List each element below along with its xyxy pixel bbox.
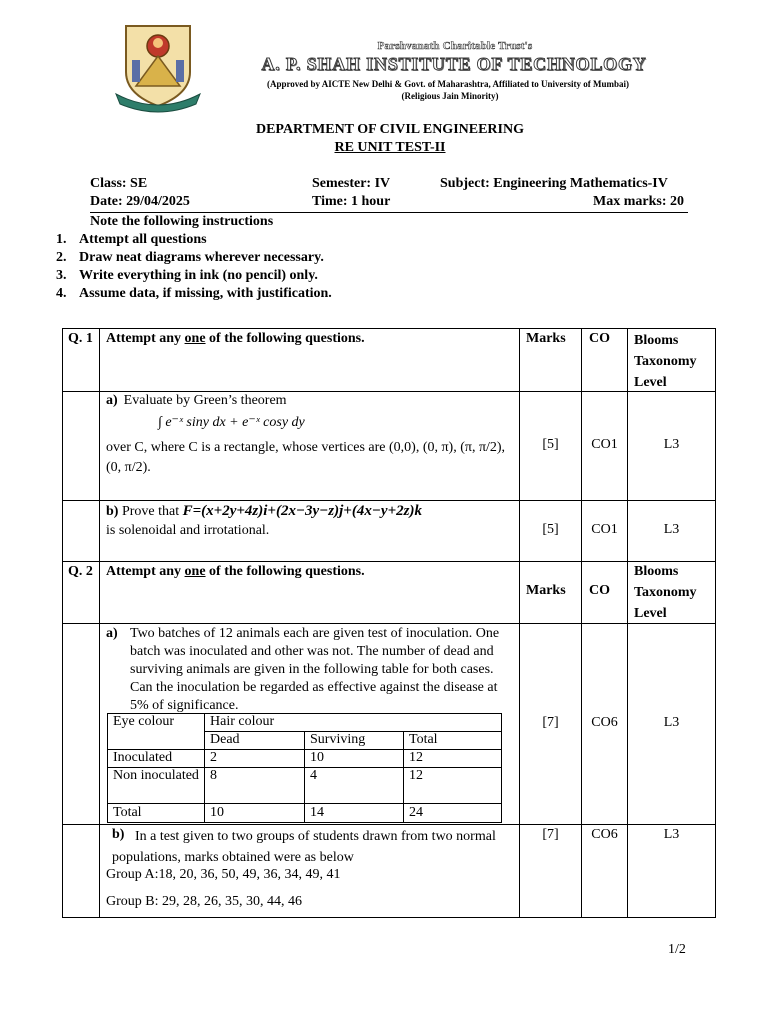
- q1a-text: a) Evaluate by Green’s theorem: [106, 393, 287, 408]
- instruction-item: 1. Attempt all questions: [56, 232, 207, 247]
- row-surviving: 4: [310, 768, 317, 783]
- semester-label: Semester: IV: [312, 176, 391, 191]
- q2b-co: CO6: [591, 827, 618, 842]
- q1b-text2: is solenoidal and irrotational.: [106, 523, 270, 538]
- instruction-item: 4. Assume data, if missing, with justification.: [56, 286, 332, 301]
- blooms-header-q2: Blooms Taxonomy Level: [634, 564, 697, 621]
- row-dead: 8: [210, 768, 217, 783]
- row-label: Inoculated: [113, 750, 173, 765]
- minority-line: (Religious Jain Minority): [401, 91, 499, 101]
- row-surviving: 14: [310, 805, 324, 820]
- q2b-text: In a test given to two groups of students drawn from two normal populations, marks obtained were as below: [112, 829, 496, 865]
- subject-label: Subject: Engineering Mathematics-IV: [440, 176, 668, 191]
- q1-instruction: Attempt any one of the following questions.: [106, 331, 365, 346]
- trust-name: Parshvanath Charitable Trust's: [377, 40, 533, 52]
- class-label: Class: SE: [90, 176, 148, 191]
- row-total: 24: [409, 805, 423, 820]
- dead-header: Dead: [210, 732, 240, 747]
- co-header-q2: CO: [589, 583, 610, 598]
- q2a-level: L3: [663, 715, 680, 730]
- institute-logo: [112, 20, 204, 116]
- row-label: Non inoculated: [113, 768, 199, 783]
- marks-header: Marks: [526, 331, 566, 346]
- department-title: DEPARTMENT OF CIVIL ENGINEERING: [255, 122, 524, 137]
- total-header: Total: [409, 732, 438, 747]
- q2-instruction: Attempt any one of the following questions.: [106, 564, 365, 579]
- group-b-marks: Group B: 29, 28, 26, 35, 30, 44, 46: [106, 894, 302, 909]
- row-dead: 10: [210, 805, 224, 820]
- q2a-text: Two batches of 12 animals each are given test of inoculation. One batch was inoculated and other was not. The number of dead and surviving animals are given in the following table for both cases. Can the inoculation be regarded as effective against the disease at 5% of significance.: [130, 626, 500, 713]
- page-number: 1/2: [668, 942, 686, 957]
- q1b-marks: [5]: [542, 522, 559, 537]
- row-total: 12: [409, 768, 423, 783]
- time-label: Time: 1 hour: [312, 194, 391, 209]
- info-divider: [90, 212, 688, 213]
- eye-colour-header: Eye colour: [113, 714, 175, 729]
- q2a-marks: [7]: [542, 715, 559, 730]
- group-a-marks: Group A:18, 20, 36, 50, 49, 36, 34, 49, 41: [106, 867, 341, 882]
- approval-line: (Approved by AICTE New Delhi & Govt. of Maharashtra, Affiliated to University of Mumbai): [266, 79, 630, 89]
- q2b-marks: [7]: [542, 827, 559, 842]
- q1-label: Q. 1: [68, 331, 93, 346]
- co-header: CO: [589, 331, 610, 346]
- q2a-co: CO6: [591, 715, 618, 730]
- q2b-level: L3: [663, 827, 680, 842]
- q2b-label: b): [112, 827, 125, 842]
- blooms-header: Blooms Taxonomy Level: [634, 333, 697, 390]
- q1b-level: L3: [663, 522, 680, 537]
- row-label: Total: [113, 805, 142, 820]
- q1a-co: CO1: [591, 437, 618, 452]
- institute-name: A. P. SHAH INSTITUTE OF TECHNOLOGY: [261, 54, 647, 74]
- max-marks-label: Max marks: 20: [593, 194, 684, 209]
- test-title: RE UNIT TEST-II: [334, 140, 446, 155]
- q1a-integral: ∫ e⁻ˣ siny dx + e⁻ˣ cosy dy: [158, 415, 305, 430]
- surviving-header: Surviving: [310, 732, 366, 747]
- instruction-item: 2. Draw neat diagrams wherever necessary.: [56, 250, 324, 265]
- hair-colour-header: Hair colour: [210, 714, 275, 729]
- instruction-item: 3. Write everything in ink (no pencil) only.: [56, 268, 318, 283]
- question-table: [62, 328, 716, 918]
- row-surviving: 10: [310, 750, 324, 765]
- q2-label: Q. 2: [68, 564, 93, 579]
- row-total: 12: [409, 750, 423, 765]
- q1a-level: L3: [663, 437, 680, 452]
- q1a-marks: [5]: [542, 437, 559, 452]
- inoculation-table: [107, 713, 502, 823]
- date-label: Date: 29/04/2025: [90, 194, 190, 209]
- q2a-label: a): [106, 626, 118, 641]
- q1b-formula: F=(x+2y+4z)i+(2x−3y−z)j+(4x−y+2z)k: [182, 503, 422, 519]
- row-dead: 2: [210, 750, 217, 765]
- instructions-title: Note the following instructions: [90, 214, 274, 229]
- q1a-text2: over C, where C is a rectangle, whose vertices are (0,0), (0, π), (π, π/2), (0, π/2).: [106, 440, 506, 475]
- q1b-text: b) Prove that F=(x+2y+4z)i+(2x−3y−z)j+(4x−y+2z)k: [106, 503, 422, 519]
- q1b-co: CO1: [591, 522, 618, 537]
- marks-header-q2: Marks: [526, 583, 566, 598]
